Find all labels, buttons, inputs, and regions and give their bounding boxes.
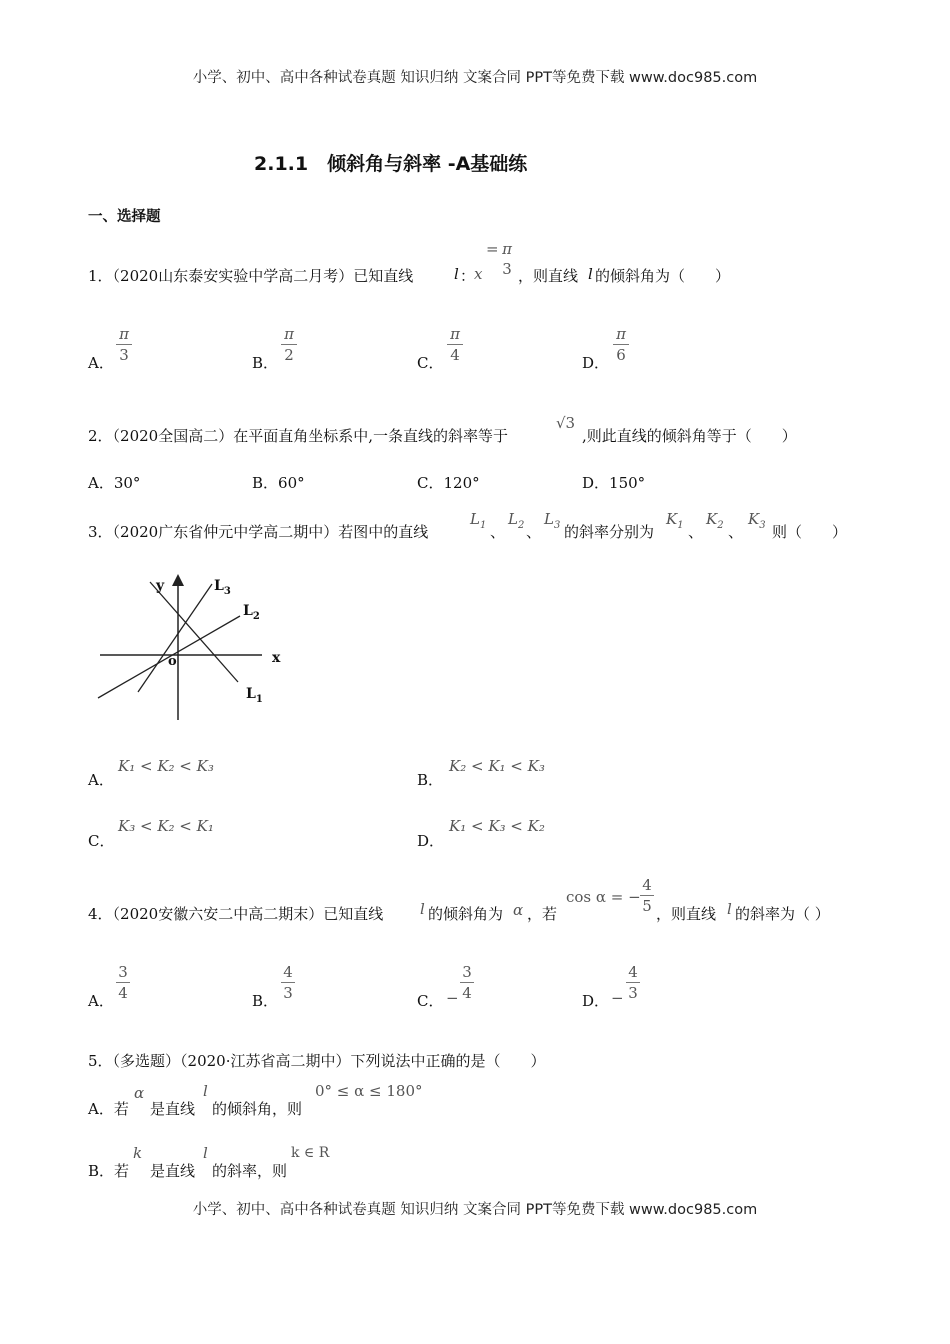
q3-sep2: 、	[526, 523, 542, 541]
fig-x-label: x	[272, 650, 281, 666]
fig-l1-letter: L	[246, 686, 256, 702]
q2-text-after: ,则此直线的倾斜角等于（ ）	[582, 427, 797, 445]
q1-var-l: l	[454, 265, 459, 283]
q3-k3-sub: 3	[759, 520, 766, 531]
q3-sep3: 、	[688, 523, 704, 541]
q3-l3-sub: 3	[553, 520, 561, 531]
q2-option-b-value: 60°	[278, 474, 305, 492]
q5-option-a-l: l	[203, 1082, 208, 1100]
q4-option-c-letter[interactable]: C．	[417, 992, 444, 1010]
q3-l2	[508, 510, 524, 531]
q4-text-if: ，若	[527, 905, 558, 923]
q3-text-after: 则（ ）	[772, 523, 848, 541]
q4-option-b-letter[interactable]: B．	[252, 992, 279, 1010]
q5-option-b-t2: 的斜率，则	[212, 1162, 288, 1180]
q5-option-a-t2: 的倾斜角，则	[212, 1100, 303, 1118]
q5-option-a-alpha: α	[134, 1084, 145, 1102]
q2-option-b[interactable]	[252, 472, 305, 493]
q4-option-a-num: 3	[118, 963, 128, 981]
q1-option-d-frac	[613, 325, 629, 364]
section-heading: 一、选择题	[88, 209, 161, 225]
q3-option-d-letter[interactable]: D．	[417, 832, 445, 850]
q3-l1	[470, 510, 486, 531]
fig-l1-label	[246, 686, 263, 705]
q1-text-after: ，则直线	[518, 267, 579, 285]
fig-origin-label: o	[168, 654, 177, 669]
q3-option-d-expr: K₁ < K₃ < K₂	[449, 817, 545, 835]
q4-option-d-letter[interactable]: D．	[582, 992, 610, 1010]
q3-line-figure	[90, 570, 300, 730]
q2-text-before: 2．（2020全国高二）在平面直角坐标系中,一条直线的斜率等于	[88, 427, 508, 445]
q3-option-b-letter[interactable]: B．	[417, 771, 444, 789]
page-title: 2.1.1 倾斜角与斜率 -A基础练	[254, 153, 528, 175]
q4-option-b-num: 4	[283, 963, 293, 981]
q3-l3-letter: L	[544, 510, 554, 528]
q3-text-before: 3．（2020广东省仲元中学高二期中）若图中的直线	[88, 523, 429, 541]
q3-k2-sub: 2	[717, 520, 724, 531]
q2-option-a-value: 30°	[113, 474, 141, 492]
q1-option-b-letter[interactable]: B．	[252, 354, 279, 372]
q4-option-b-den: 3	[283, 984, 293, 1002]
q4-text-end: 的斜率为（ ）	[735, 905, 830, 923]
q5-option-a-expr: 0° ≤ α ≤ 180°	[315, 1082, 423, 1100]
q4-option-d-sign: −	[611, 989, 624, 1007]
q1-colon: ：	[460, 267, 476, 285]
q1-option-d-letter[interactable]: D．	[582, 354, 610, 372]
q4-text-before: 4．（2020安徽六安二中高二期末）已知直线	[88, 905, 384, 923]
q4-option-c-den: 4	[462, 984, 472, 1002]
q1-text-end: 的倾斜角为（ ）	[595, 267, 731, 285]
fig-l3-letter: L	[214, 578, 224, 594]
q2-option-d[interactable]	[582, 472, 645, 493]
q1-option-c-num: π	[450, 325, 460, 343]
line-l1	[150, 582, 238, 682]
q3-k3-letter: K	[748, 510, 760, 528]
header-banner: 小学、初中、高中各种试卷真题 知识归纳 文案合同 PPT等免费下载 www.doc985.com	[192, 70, 758, 86]
q1-option-a-frac	[116, 325, 132, 364]
q5-option-b-t1: 是直线	[150, 1162, 196, 1180]
q3-k1-sub: 1	[677, 520, 684, 531]
q5-text: 5．（多选题）（2020·江苏省高二期中）下列说法中正确的是（ ）	[88, 1052, 546, 1070]
q3-l1-letter: L	[470, 510, 480, 528]
q2-option-d-value: 150°	[609, 474, 646, 492]
q2-option-c-letter: C．	[417, 474, 444, 492]
q3-sep4: 、	[728, 523, 744, 541]
q5-option-b-l: l	[203, 1144, 208, 1162]
fig-l3-sub: 3	[223, 585, 231, 597]
q2-option-a-letter: A．	[88, 474, 114, 492]
q5-option-b-expr: k ∈ R	[291, 1145, 330, 1161]
q1-option-a-num: π	[119, 325, 129, 343]
q1-three: 3	[502, 260, 512, 278]
q4-option-a-den: 4	[118, 984, 128, 1002]
fig-l2-sub: 2	[252, 610, 260, 622]
q1-eq: =	[486, 240, 499, 258]
q3-k1-letter: K	[666, 510, 678, 528]
q1-option-a-letter[interactable]: A．	[88, 354, 114, 372]
q1-fraction	[498, 240, 516, 278]
q3-text-mid: 的斜率分别为	[564, 523, 655, 541]
q4-var-l2: l	[727, 900, 732, 918]
fig-l2-label	[243, 603, 260, 622]
q3-option-b-expr: K₂ < K₁ < K₃	[449, 757, 545, 775]
footer-banner: 小学、初中、高中各种试卷真题 知识归纳 文案合同 PPT等免费下载 www.doc985.com	[192, 1202, 758, 1218]
q3-l2-letter: L	[508, 510, 518, 528]
q4-text-after: ，则直线	[656, 905, 717, 923]
q4-option-a-letter[interactable]: A．	[88, 992, 114, 1010]
q4-option-c-sign: −	[446, 989, 459, 1007]
fig-l3-label	[214, 578, 231, 597]
fig-y-label: y	[156, 578, 165, 594]
q4-alpha: α	[513, 901, 524, 919]
q4-option-c-num: 3	[462, 963, 472, 981]
q3-option-c-expr: K₃ < K₂ < K₁	[118, 817, 214, 835]
q4-var-l: l	[420, 900, 425, 918]
q1-text-before: 1．（2020山东泰安实验中学高二月考）已知直线	[88, 267, 414, 285]
q3-l2-sub: 2	[517, 520, 525, 531]
q1-pi: π	[502, 240, 512, 258]
q4-option-d-num: 4	[628, 963, 638, 981]
q2-option-a[interactable]	[88, 472, 140, 493]
q3-sep1: 、	[490, 523, 506, 541]
q1-option-d-num: π	[616, 325, 626, 343]
fig-l1-sub: 1	[255, 693, 263, 705]
q5-option-b-letter[interactable]: B．若	[88, 1162, 130, 1180]
q2-sqrt: √3	[556, 414, 576, 432]
q3-option-a-letter[interactable]: A．	[88, 771, 114, 789]
q1-option-a-den: 3	[119, 346, 129, 364]
q4-cos: cos α = −	[566, 888, 641, 906]
q3-l1-sub: 1	[479, 520, 487, 531]
q1-var-l2: l	[588, 265, 593, 283]
q1-option-c-frac	[447, 325, 463, 364]
q2-option-c[interactable]	[417, 472, 480, 493]
q4-text-mid: 的倾斜角为	[428, 905, 504, 923]
q3-k2	[706, 510, 724, 531]
q2-option-d-letter: D．	[582, 474, 610, 492]
q4-option-d-den: 3	[628, 984, 638, 1002]
q3-option-a-expr: K₁ < K₂ < K₃	[118, 757, 214, 775]
q5-option-a-letter[interactable]: A．若	[88, 1100, 129, 1118]
q1-option-b-frac	[281, 325, 297, 364]
q3-k3	[748, 510, 766, 531]
q3-k2-letter: K	[706, 510, 718, 528]
q1-option-b-den: 2	[284, 346, 294, 364]
q4-option-a-frac	[116, 963, 130, 1002]
q1-option-c-letter[interactable]: C．	[417, 354, 444, 372]
q1-x: x	[474, 265, 483, 283]
q2-option-b-letter: B．	[252, 474, 279, 492]
q3-l3	[544, 510, 560, 531]
q4-num: 4	[642, 876, 652, 894]
q5-option-b-k: k	[133, 1144, 143, 1162]
q1-option-b-num: π	[284, 325, 294, 343]
q3-option-c-letter[interactable]: C．	[88, 832, 115, 850]
q4-option-d-frac	[626, 963, 640, 1002]
q5-option-a-t1: 是直线	[150, 1100, 196, 1118]
q1-option-c-den: 4	[450, 346, 460, 364]
q1-option-d-den: 6	[616, 346, 626, 364]
q4-den: 5	[642, 897, 652, 915]
q4-fraction	[640, 876, 654, 915]
fig-l2-letter: L	[243, 603, 253, 619]
q4-option-c-frac	[460, 963, 474, 1002]
q4-option-b-frac	[281, 963, 295, 1002]
q2-option-c-value: 120°	[443, 474, 480, 492]
q3-k1	[666, 510, 684, 531]
